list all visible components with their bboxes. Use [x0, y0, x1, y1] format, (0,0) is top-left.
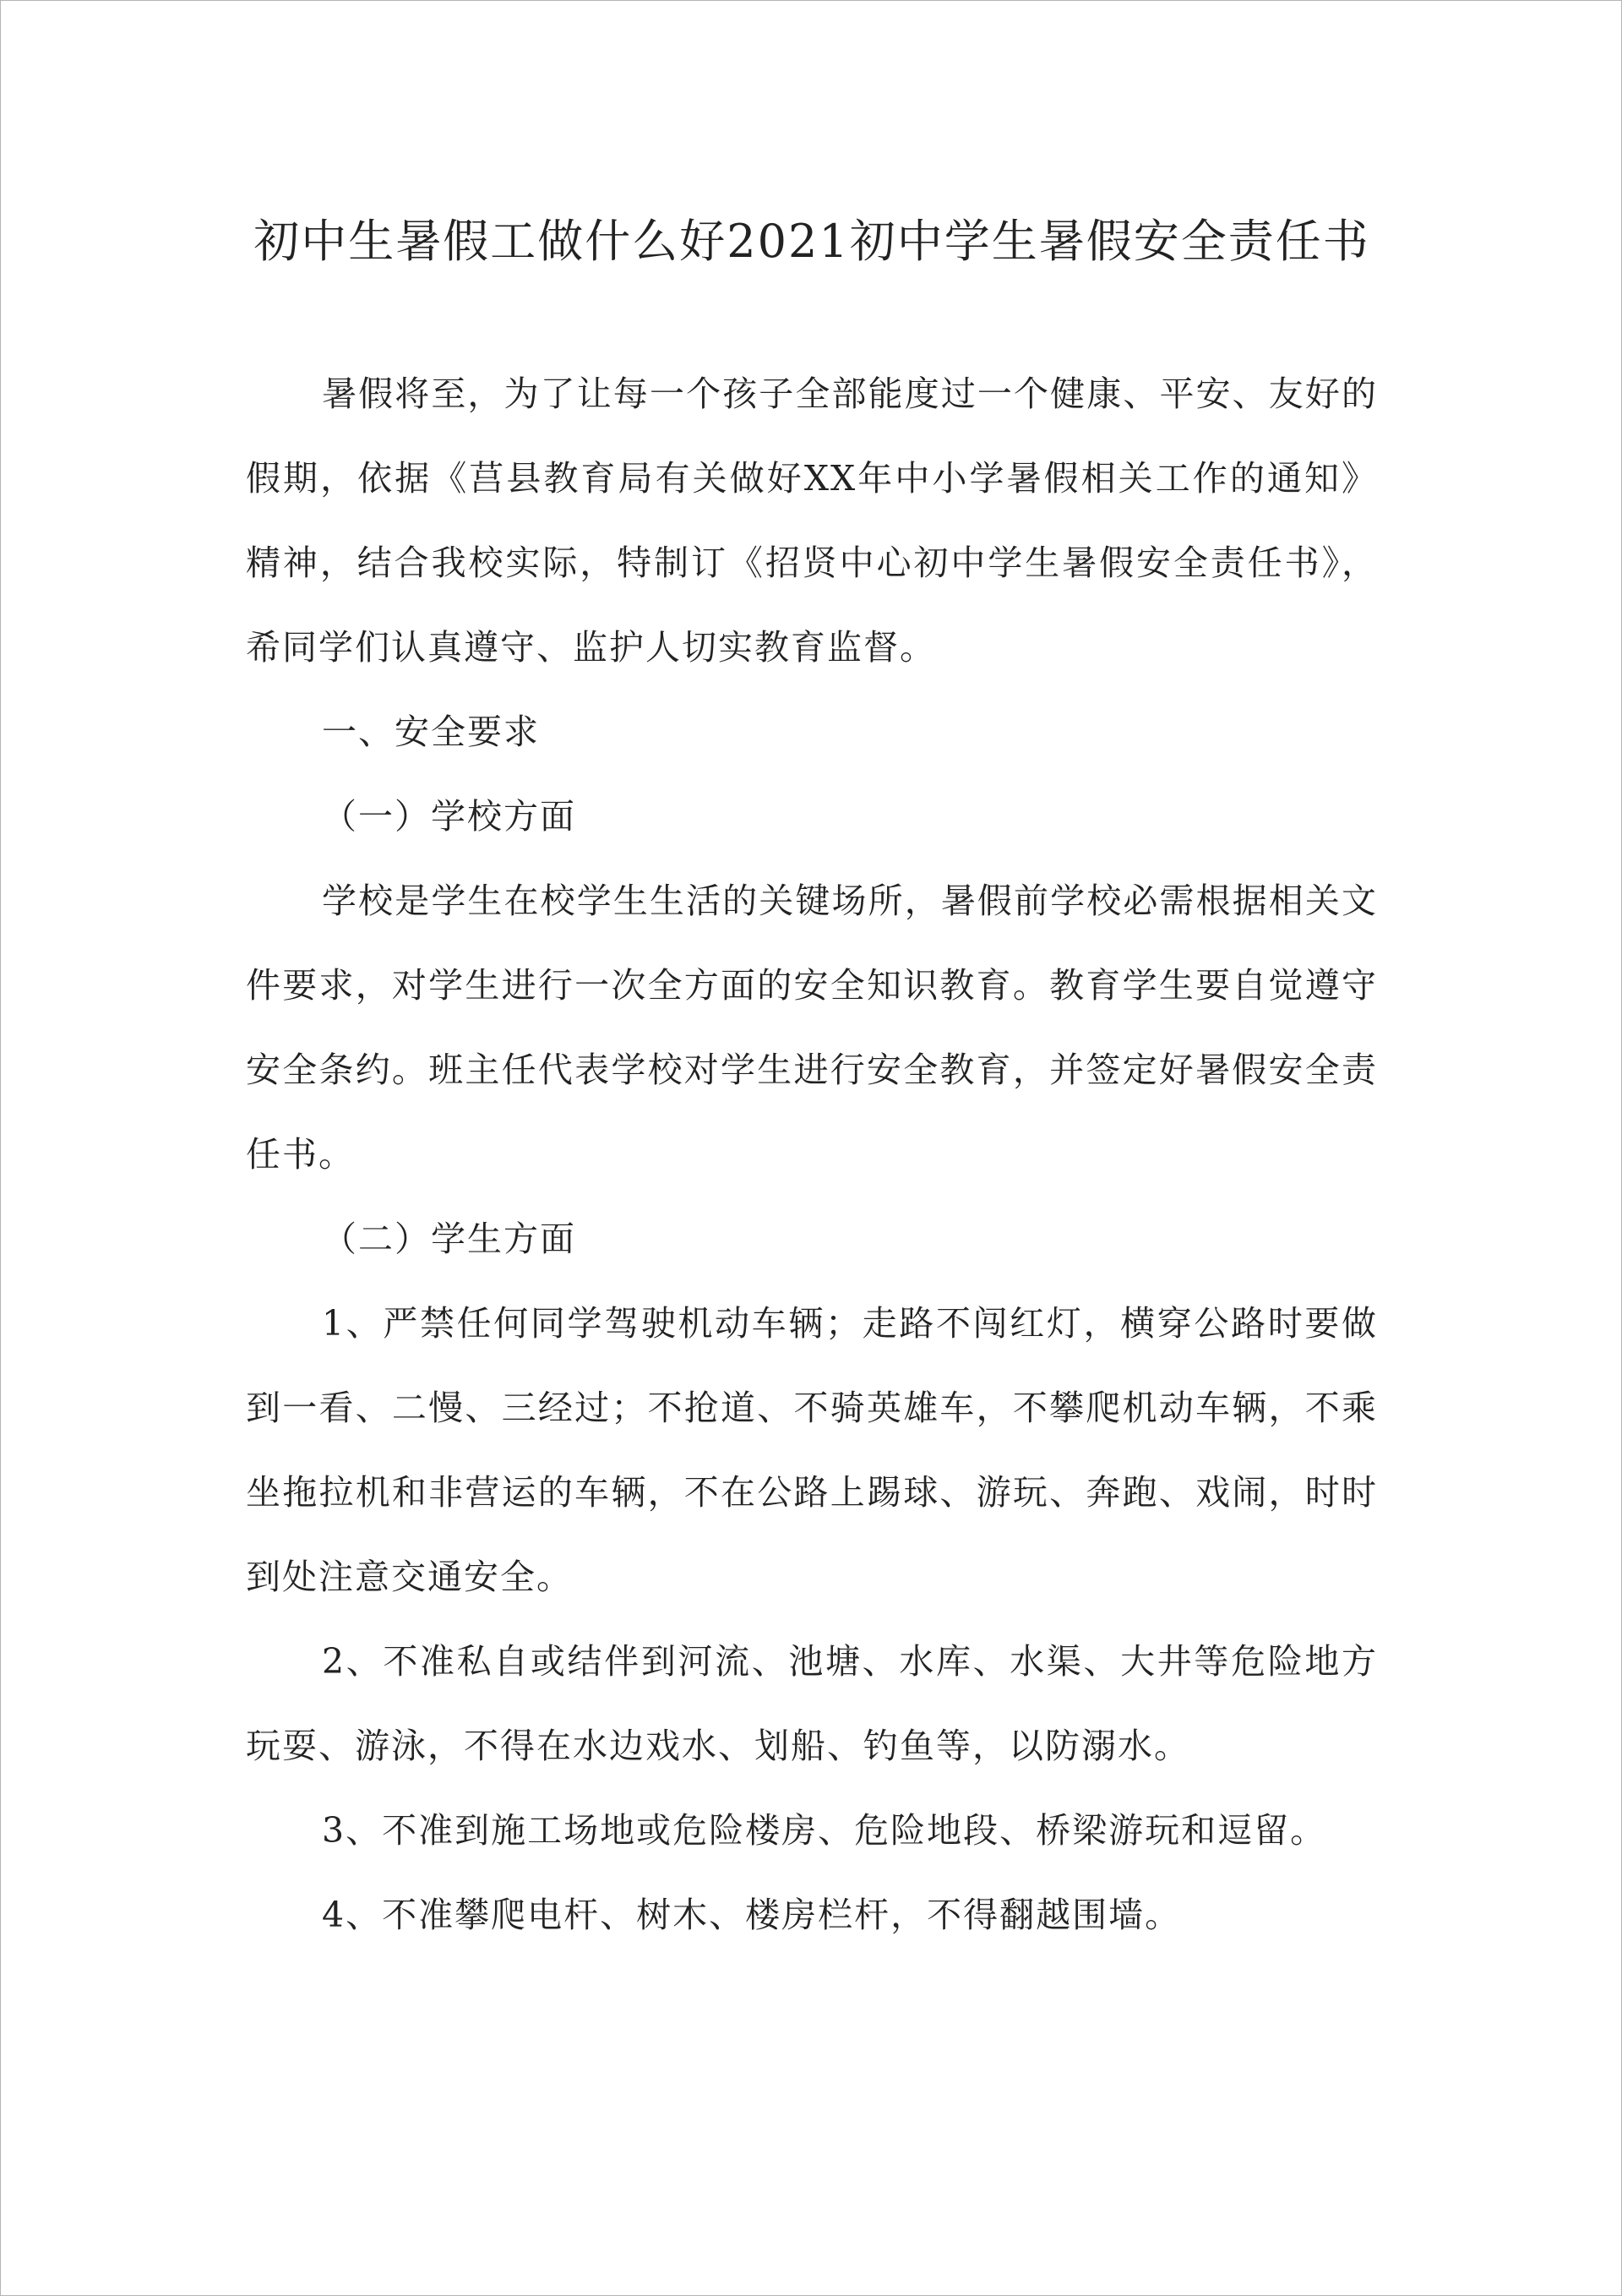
document-body — [246, 195, 1378, 1957]
list-item: 1、严禁任何同学驾驶机动车辆；走路不闯红灯，横穿公路时要做到一看、二慢、三经过；不抢道、不骑英雄车，不攀爬机动车辆，不乘坐拖拉机和非营运的车辆，不在公路上踢球、游玩、奔跑、戏闹，时时到处注意交通安全。 — [246, 1303, 1378, 1597]
list-item: 4、不准攀爬电杆、树木、楼房栏杆，不得翻越围墙。 — [322, 1895, 1182, 1935]
subsection-heading-students: （二）学生方面 — [322, 1219, 576, 1259]
document-title: 初中生暑假工做什么好2021初中学生暑假安全责任书 — [253, 215, 1370, 268]
school-paragraph: 学校是学生在校学生生活的关键场所，暑假前学校必需根据相关文件要求，对学生进行一次全方面的安全知识教育。教育学生要自觉遵守安全条约。班主任代表学校对学生进行安全教育，并签定好暑假安全责任书。 — [246, 881, 1378, 1175]
section-heading-safety-requirements: 一、安全要求 — [322, 712, 540, 752]
subsection-heading-school: （一）学校方面 — [322, 796, 576, 837]
list-item: 3、不准到施工场地或危险楼房、危险地段、桥梁游玩和逗留。 — [322, 1810, 1327, 1851]
intro-paragraph: 暑假将至，为了让每一个孩子全部能度过一个健康、平安、友好的假期，依据《莒县教育局有关做好XX年中小学暑假相关工作的通知》精神，结合我校实际，特制订《招贤中心初中学生暑假安全责任书》，希同学们认真遵守、监护人切实教育监督。 — [246, 374, 1378, 668]
list-item: 2、不准私自或结伴到河流、池塘、水库、水渠、大井等危险地方玩耍、游泳，不得在水边戏水、划船、钓鱼等，以防溺水。 — [246, 1641, 1378, 1766]
